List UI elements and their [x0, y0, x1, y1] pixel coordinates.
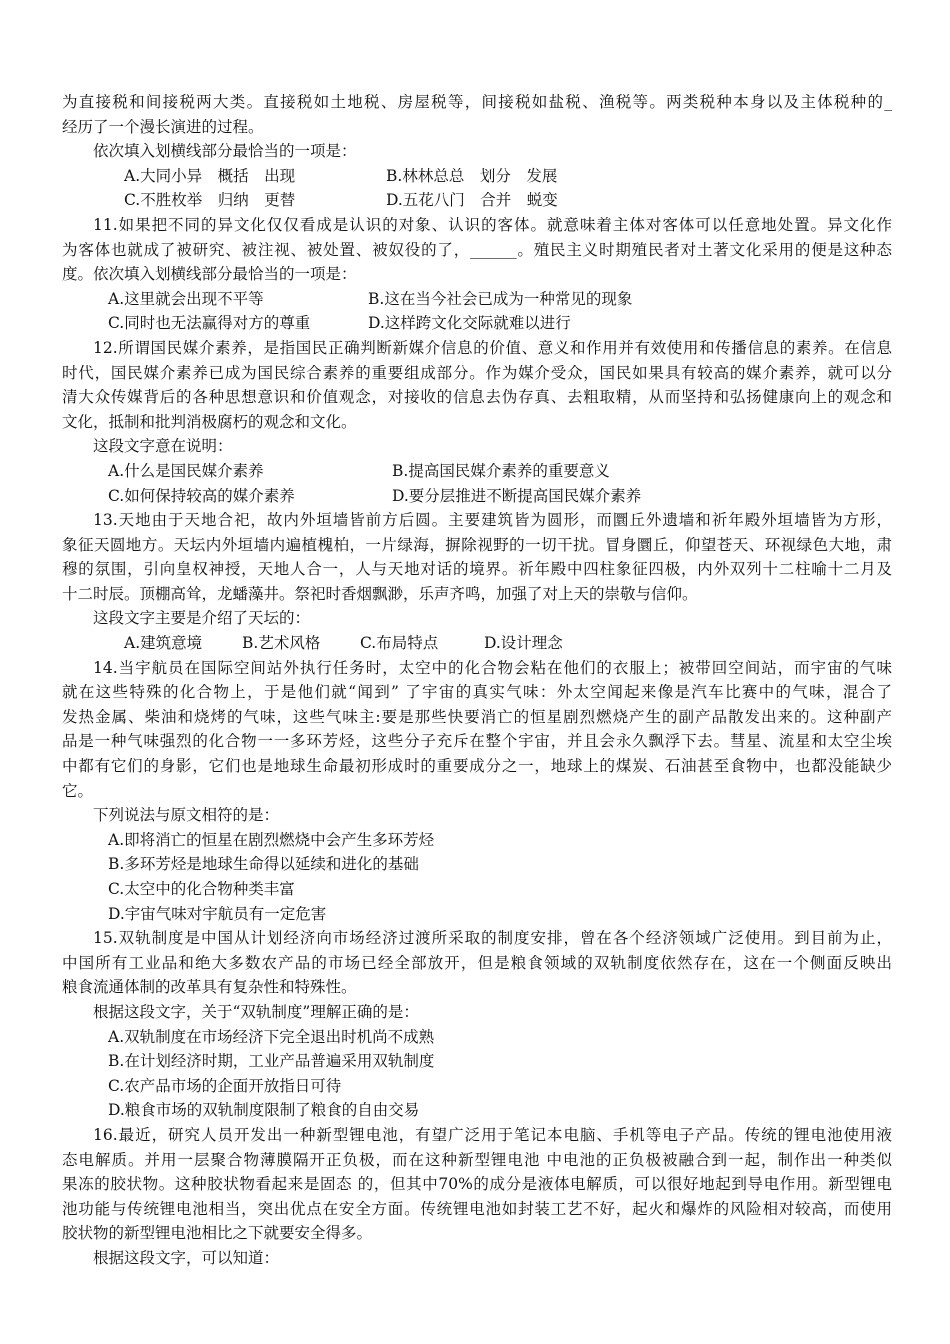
- question-prompt: 根据这段文字，关于“双轨制度”理解正确的是：: [93, 1002, 419, 1021]
- option-b: B.林林总总 划分 发展: [386, 166, 558, 185]
- paragraph-line: 就在这些特殊的化合物上，于是他们就“闻到” 了宇宙的真实气味：外太空闻起来像是汽车比赛中的气味，混合了: [62, 683, 892, 702]
- paragraph-line: 经历了一个漫长演进的过程。: [62, 117, 264, 136]
- paragraph-line: 14.当宇航员在国际空间站外执行任务时，太空中的化合物会粘在他们的衣服上；被带回空间站，而宇宙的气味: [93, 658, 892, 677]
- paragraph-line: 度。依次填入划横线部分最恰当的一项是：: [62, 265, 357, 284]
- option-c: C.农产品市场的企面开放指日可待: [108, 1076, 342, 1095]
- option-c: C.太空中的化合物种类丰富: [108, 880, 295, 898]
- option-a: A.这里就会出现不平等: [108, 289, 264, 308]
- option-a: A.即将消亡的恒星在剧烈燃烧中会产生多环芳烃: [108, 830, 435, 849]
- option-d: D.粮食市场的双轨制度限制了粮食的自由交易: [108, 1101, 420, 1120]
- paragraph-line: 13.天地由于天地合祀，故内外垣墙皆前方后圆。主要建筑皆为圆形，而圜丘外遗墙和祈年殿外垣墙皆为方形，: [93, 511, 892, 530]
- option-d: D.五花八门 合并 蜕变: [386, 191, 558, 210]
- question-10: [62, 90, 892, 213]
- paragraph-line: 胶状物的新型锂电池相比之下就要安全得多。: [62, 1224, 373, 1243]
- paragraph-line: 中都有它们的身影，它们也是地球生命最初形成时的重要成分之一，地球上的煤炭、石油甚至食物中，也都没能缺少: [62, 757, 892, 776]
- question-16: [62, 1123, 892, 1271]
- option-c: C.如何保持较高的媒介素养: [108, 486, 295, 505]
- paragraph-line: 态电解质。并用一层聚合物薄膜隔开正负极，而在这种新型锂电池 中电池的正负极被融合到一起，制作出一种类似: [62, 1150, 892, 1169]
- question-15: [62, 926, 892, 1123]
- option-b: B.多环芳烃是地球生命得以延续和进化的基础: [108, 855, 419, 874]
- option-c: C.布局特点: [360, 634, 439, 653]
- paragraph-line: 果冻的胶状物。这种胶状物看起来是固态 的，但其中70%的成分是液体电解质，可以很好地起到导电作用。新型锂电: [62, 1175, 892, 1194]
- document-page: [62, 90, 892, 1271]
- paragraph-line: 清大众传媒背后的各种思想意识和价值观念，对接收的信息去伪存真、去粗取精，从而坚持和弘扬健康向上的观念和: [62, 388, 892, 407]
- option-a: A.大同小异 概括 出现: [124, 166, 296, 185]
- option-b: B.这在当今社会已成为一种常见的现象: [368, 289, 633, 308]
- option-row: [62, 287, 892, 312]
- option-row: [62, 631, 892, 656]
- option-b: B.提高国民媒介素养的重要意义: [392, 461, 610, 480]
- option-a: A.双轨制度在市场经济下完全退出时机尚不成熟: [108, 1027, 435, 1046]
- paragraph-line: 16.最近，研究人员开发出一种新型锂电池，有望广泛用于笔记本电脑、手机等电子产品。传统的锂电池使用液: [93, 1125, 892, 1144]
- paragraph-line: 时代，国民媒介素养已成为国民综合素养的重要组成部分。作为媒介受众，国民如果具有较高的媒介素养，就可以分: [62, 363, 892, 382]
- option-b: B.艺术风格: [242, 634, 321, 653]
- paragraph-line: 池功能与传统锂电池相当，突出优点在安全方面。传统锂电池如封装工艺不好，起火和爆炸的风险相对较高，而使用: [62, 1199, 892, 1218]
- paragraph-line: 中国所有工业品和绝大多数农产品的市场已经全部放开，但是粮食领域的双轨制度依然存在，这在一个侧面反映出: [62, 953, 892, 972]
- option-c: C.不胜枚举 归纳 更替: [124, 191, 296, 210]
- option-d: D.要分层推进不断提高国民媒介素养: [392, 486, 642, 505]
- paragraph-line: 品是一种气味强烈的化合物一一多环芳烃，这些分子充斥在整个宇宙，并且会永久飘浮下去。彗星、流星和太空尘埃: [62, 732, 892, 751]
- option-d: D.设计理念: [484, 634, 563, 653]
- question-13: [62, 508, 892, 656]
- option-d: D.这样跨文化交际就难以进行: [368, 314, 571, 333]
- paragraph-line: 穆的氛围，引向皇权神授，天地人合一，人与天地对话的境界。祈年殿中四柱象征四极，内外双列十二柱喻十二月及: [62, 560, 892, 579]
- paragraph-line: 12.所谓国民媒介素养，是指国民正确判断新媒介信息的价值、意义和作用并有效使用和传播信息的素养。在信息: [93, 338, 892, 357]
- question-14: [62, 656, 892, 927]
- paragraph-line: 为直接税和间接税两大类。直接税如土地税、房屋税等，间接税如盐税、渔税等。两类税种本身以及主体税种的_: [62, 93, 892, 111]
- option-c: C.同时也无法赢得对方的尊重: [108, 314, 311, 333]
- paragraph-line: 它。: [62, 781, 94, 800]
- paragraph-line: 十二时辰。顶棚高耸，龙蟠藻井。祭祀时香烟飘渺，乐声齐鸣，加强了对上天的崇敬与信仰。: [62, 584, 698, 603]
- option-d: D.宇宙气味对宇航员有一定危害: [108, 904, 327, 923]
- paragraph-line: 15.双轨制度是中国从计划经济向市场经济过渡所采取的制度安排，曾在各个经济领域广泛使用。到目前为止，: [93, 929, 892, 948]
- option-row: [62, 311, 892, 336]
- option-row: [62, 459, 892, 484]
- question-prompt: 这段文字意在说明：: [93, 437, 233, 456]
- option-row: [62, 188, 892, 213]
- question-prompt: 下列说法与原文相符的是：: [93, 806, 280, 825]
- paragraph-line: 发热金属、柴油和烧烤的气味，这些气味主:要是那些快要消亡的恒星剧烈燃烧产生的副产品散发出来的。这种副产: [62, 707, 892, 726]
- question-prompt: 依次填入划横线部分最恰当的一项是：: [93, 142, 357, 161]
- paragraph-line: 为客体也就成了被研究、被注视、被处置、被奴役的了，______。殖民主义时期殖民者对土著文化采用的便是这种态: [62, 240, 892, 259]
- question-prompt: 根据这段文字，可以知道：: [93, 1248, 280, 1267]
- option-row: [62, 484, 892, 509]
- paragraph-line: 11.如果把不同的异文化仅仅看成是认识的对象、认识的客体。就意味着主体对客体可以任意地处置。异文化作: [93, 215, 892, 234]
- question-11: [62, 213, 892, 336]
- question-12: [62, 336, 892, 508]
- option-b: B.在计划经济时期，工业产品普遍采用双轨制度: [108, 1052, 435, 1071]
- paragraph-line: 粮食流通体制的改革具有复杂性和特殊性。: [62, 978, 357, 997]
- option-a: A.什么是国民媒介素养: [108, 461, 264, 480]
- option-a: A.建筑意境: [124, 634, 203, 653]
- paragraph-line: 象征天圆地方。天坛内外垣墙内遍植槐柏，一片绿海，摒除视野的一切干扰。冒身圜丘，仰望苍天、环视绿色大地，肃: [62, 535, 892, 554]
- paragraph-line: 文化，抵制和批判消极腐朽的观念和文化。: [62, 412, 357, 431]
- option-row: [62, 164, 892, 189]
- question-prompt: 这段文字主要是介绍了天坛的：: [93, 609, 311, 628]
